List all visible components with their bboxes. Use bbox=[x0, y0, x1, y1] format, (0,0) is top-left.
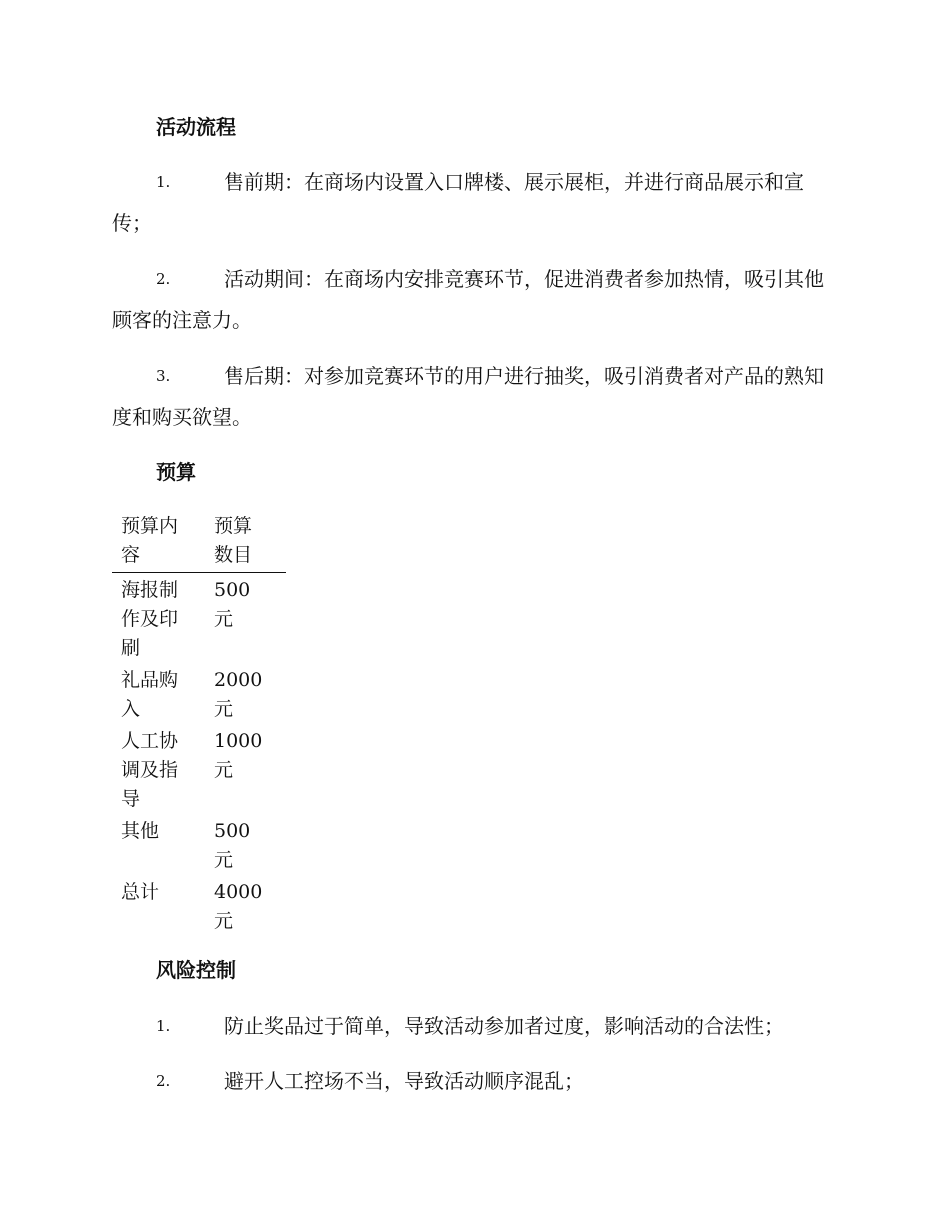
table-header-row bbox=[112, 512, 286, 573]
list-number: 2. bbox=[156, 270, 171, 288]
flow-item-3 bbox=[112, 356, 834, 438]
flow-item-1 bbox=[112, 162, 834, 244]
list-item-text: 防止奖品过于简单，导致活动参加者过度，影响活动的合法性； bbox=[224, 1014, 784, 1038]
table-row bbox=[112, 817, 286, 875]
list-item-text: 避开人工控场不当，导致活动顺序混乱； bbox=[224, 1069, 584, 1093]
table-row bbox=[112, 878, 286, 936]
table-cell: 1000元 bbox=[214, 730, 263, 781]
table-row bbox=[112, 576, 286, 663]
header-cell-content: 预算内容 bbox=[121, 515, 179, 566]
list-number: 3. bbox=[156, 367, 171, 385]
list-item-text: 售前期：在商场内设置入口牌楼、展示展柜，并进行商品展示和宣传； bbox=[112, 170, 804, 235]
budget-table bbox=[112, 512, 286, 939]
risk-item-2 bbox=[112, 1061, 834, 1102]
section-title-risk: 风险控制 bbox=[156, 958, 236, 982]
table-cell: 500元 bbox=[214, 579, 251, 630]
table-cell: 其他 bbox=[121, 820, 160, 842]
risk-item-1 bbox=[112, 1006, 834, 1047]
section-title-budget: 预算 bbox=[156, 460, 196, 484]
list-number: 1. bbox=[156, 1017, 171, 1035]
table-row bbox=[112, 666, 286, 724]
table-cell: 500元 bbox=[214, 820, 251, 871]
list-number: 2. bbox=[156, 1072, 171, 1090]
table-cell: 海报制作及印刷 bbox=[121, 579, 179, 659]
table-cell: 总计 bbox=[121, 881, 160, 903]
flow-item-2 bbox=[112, 259, 834, 341]
table-cell: 人工协调及指导 bbox=[121, 730, 179, 810]
table-cell: 4000元 bbox=[214, 881, 263, 932]
list-number: 1. bbox=[156, 173, 171, 191]
list-item-text: 售后期：对参加竞赛环节的用户进行抽奖，吸引消费者对产品的熟知度和购买欲望。 bbox=[112, 364, 824, 429]
header-cell-amount: 预算数目 bbox=[214, 515, 253, 566]
table-row bbox=[112, 727, 286, 814]
section-title-flow: 活动流程 bbox=[156, 115, 236, 139]
table-cell: 礼品购入 bbox=[121, 669, 179, 720]
table-cell: 2000元 bbox=[214, 669, 263, 720]
list-item-text: 活动期间：在商场内安排竞赛环节，促进消费者参加热情，吸引其他顾客的注意力。 bbox=[112, 267, 824, 332]
